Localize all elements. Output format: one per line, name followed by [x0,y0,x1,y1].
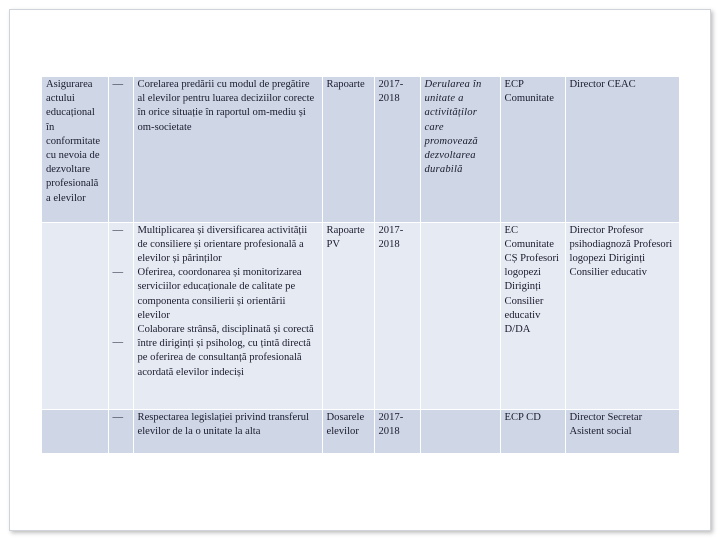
indicator-cell: Derularea în unitate a activităților care promovează dezvoltarea durabilă [420,77,500,222]
objective-cell [42,222,108,409]
bullet-dash: — [112,79,124,90]
table-row [42,77,679,222]
activity-item: Oferirea, coordonarea și monitorizarea serviciilor educaționale de calitate pe componenta consilierii și orientării elevilor [137,267,302,321]
activity-cell [133,77,322,222]
responsible-cell: Director Secretar Asistent social [565,409,679,453]
period-cell: 2017-2018 [374,222,420,409]
period-cell: 2017-2018 [374,409,420,453]
evidence-cell: Rapoarte [322,77,374,222]
period-cell: 2017-2018 [374,77,420,222]
bullet-dash: — [112,224,124,236]
bullet-dash: — [112,266,124,278]
indicator-cell [420,409,500,453]
dash-cell [108,222,133,409]
dash-cell [108,409,133,453]
responsible-cell: Director Profesor psihodiagnoză Profesori logopezi Diriginți Consilier educativ [565,222,679,409]
bullet-dash: — [112,411,124,423]
indicator-cell [420,222,500,409]
resources-cell: ECP Comunitate [500,77,565,222]
activity-cell [133,409,322,453]
activity-item: Corelarea predării cu modul de pregătire al elevilor pentru luarea deciziilor corecte în orice situație în raportul om-mediu și om-societate [137,79,315,133]
dash-cell [108,77,133,222]
bullet-dash: — [112,336,124,348]
resources-cell: ECP CD [500,409,565,453]
evidence-cell: Rapoarte PV [322,222,374,409]
activity-item: Respectarea legislației privind transferul elevilor de la o unitate la alta [137,411,309,437]
objective-cell: Asigurarea actului educațional în conformitate cu nevoia de dezvoltare profesională a elevilor [42,77,108,222]
responsible-cell: Director CEAC [565,77,679,222]
activity-item: Colaborare strânsă, disciplinată și corectă între diriginți și psiholog, cu țintă directă pe oferirea de consultanță profesională acordată elevilor indeciși [137,323,314,378]
table-row [42,222,679,409]
activity-cell [133,222,322,409]
evidence-cell: Dosarele elevilor [322,409,374,453]
resources-cell: EC Comunitate CȘ Profesori logopezi Diriginți Consilier educativ D/DA [500,222,565,409]
table-row [42,409,679,453]
objective-cell [42,409,108,453]
plan-table [42,77,680,454]
activity-item: Multiplicarea și diversificarea activității de consiliere și orientare profesională a elevilor și părinților [137,224,308,264]
